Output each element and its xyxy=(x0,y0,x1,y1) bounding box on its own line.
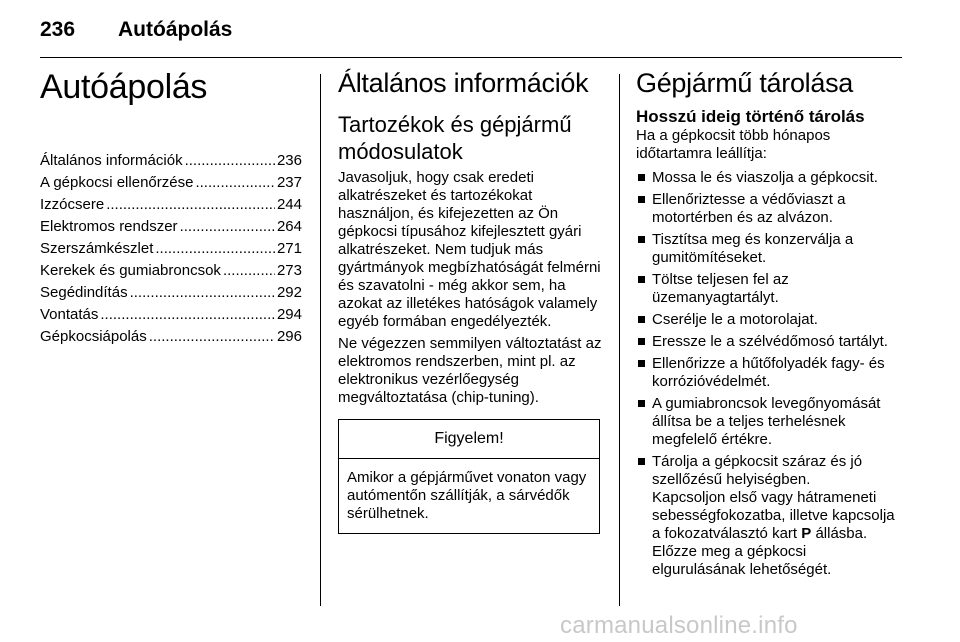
section-heading: Általános információk xyxy=(338,68,589,98)
list-item: Ellenőriztesse a védőviaszt a motortérben és az alvázon. xyxy=(636,191,902,227)
list-item: Tárolja a gépkocsit száraz és jó szellőzésű helyiségben. Kapcsoljon első vagy hátrameneti sebességfokozatba, illetve kapcsolja a fokozatválasztó kart P állásba. Előzze meg a gépkocsi elgurulásának lehetőségét. xyxy=(636,453,902,579)
toc-item[interactable]: Szerszámkészlet ..... 271 xyxy=(40,238,302,260)
general-info-column xyxy=(338,68,604,534)
bullet-square-icon xyxy=(638,174,645,181)
table-of-contents xyxy=(40,150,302,348)
bullet-square-icon xyxy=(638,458,645,465)
toc-item[interactable]: Izzócsere ..... 244 xyxy=(40,194,302,216)
toc-item[interactable]: Gépkocsiápolás ..... 296 xyxy=(40,326,302,348)
list-item: Cserélje le a motorolajat. xyxy=(636,311,902,329)
subsection-heading: Hosszú ideig történő tárolás xyxy=(636,107,865,126)
list-item: A gumiabroncsok levegőnyomását állítsa be a teljes terhelésnek megfelelő értékre. xyxy=(636,395,902,449)
header-rule xyxy=(40,57,902,58)
page-number: 236 xyxy=(40,18,76,41)
toc-item[interactable]: Segédindítás ..... 292 xyxy=(40,282,302,304)
section-heading: Gépjármű tárolása xyxy=(636,68,854,98)
list-item: Tisztítsa meg és konzerválja a gumitömítéseket. xyxy=(636,231,902,267)
warning-text: Amikor a gépjárművet vonaton vagy autómentőn szállítják, a sárvédők sérülhetnek. xyxy=(347,469,587,522)
bullet-square-icon xyxy=(638,316,645,323)
watermark: carmanualsonline.info xyxy=(560,612,798,639)
running-title: Autóápolás xyxy=(118,18,233,41)
vehicle-storage-column xyxy=(636,68,902,583)
body-paragraph: Ne végezzen semmilyen változtatást az elektromos rendszerben, mint pl. az elektronikus vezérlőegység megváltoztatása (chip-tuning). xyxy=(338,335,602,406)
bullet-square-icon xyxy=(638,338,645,345)
chapter-contents-column xyxy=(40,68,302,468)
bullet-square-icon xyxy=(638,236,645,243)
list-item: Ellenőrizze a hűtőfolyadék fagy- és korrózióvédelmét. xyxy=(636,355,902,391)
subsection-heading: Tartozékok és gépjármű módosulatok xyxy=(338,112,572,164)
bullet-square-icon xyxy=(638,276,645,283)
body-paragraph: Javasoljuk, hogy csak eredeti alkatrészeket és tartozékokat használjon, és kifejezetten az Ön gépkocsi típusához kifejlesztett gyári alkatrészeket. Nem tudjuk más gyártmányok megbízhatóságát felmérni és szavatolni - még akkor sem, ha azokat az illetékes hatóságok valamely egyéb formában engedélyezték. xyxy=(338,169,601,330)
list-item: Töltse teljesen fel az üzemanyagtartályt. xyxy=(636,271,902,307)
warning-box xyxy=(338,419,600,534)
bullet-square-icon xyxy=(638,196,645,203)
warning-title: Figyelem! xyxy=(339,420,599,459)
intro-paragraph: Ha a gépkocsit több hónapos időtartamra leállítja: xyxy=(636,127,831,162)
gear-position-p: P xyxy=(801,525,812,542)
column-divider-1 xyxy=(320,74,321,606)
storage-checklist xyxy=(636,169,902,579)
chapter-heading: Autóápolás xyxy=(40,68,208,106)
toc-item[interactable]: A gépkocsi ellenőrzése ..... 237 xyxy=(40,172,302,194)
list-item: Mossa le és viaszolja a gépkocsit. xyxy=(636,169,902,187)
toc-item[interactable]: Elektromos rendszer ..... 264 xyxy=(40,216,302,238)
toc-item[interactable]: Vontatás ..... 294 xyxy=(40,304,302,326)
bullet-square-icon xyxy=(638,360,645,367)
page-header xyxy=(40,14,902,54)
bullet-square-icon xyxy=(638,400,645,407)
column-divider-2 xyxy=(619,74,620,606)
toc-item[interactable]: Kerekek és gumiabroncsok ..... 273 xyxy=(40,260,302,282)
toc-item[interactable]: Általános információk ..... 236 xyxy=(40,150,302,172)
list-item: Eressze le a szélvédőmosó tartályt. xyxy=(636,333,902,351)
